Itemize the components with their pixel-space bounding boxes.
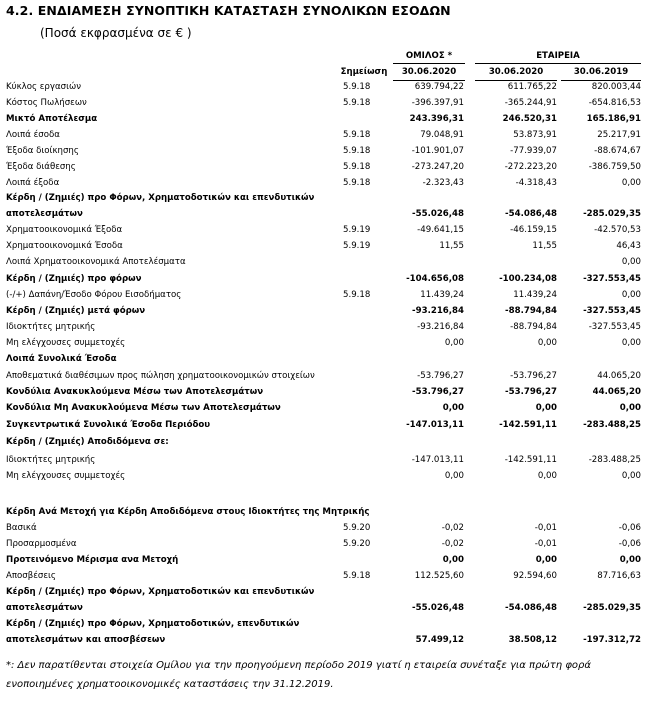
row-label: Βασικά bbox=[6, 523, 37, 533]
row-value-company-2020: 92.594,60 bbox=[513, 571, 557, 581]
row-value-company-2019: -0,06 bbox=[618, 523, 641, 533]
row-value-company-2020: -4.318,43 bbox=[515, 178, 557, 188]
row-label: Μη ελέγχουσες συμμετοχές bbox=[6, 471, 126, 481]
row-value-group-2020: 0,00 bbox=[442, 555, 464, 565]
row-label: (-/+) Δαπάνη/Έσοδο Φόρου Εισοδήματος bbox=[6, 290, 182, 300]
row-label: Συγκεντρωτικά Συνολικά Έσοδα Περιόδου bbox=[6, 420, 211, 430]
row-value-company-2019: 0,00 bbox=[621, 338, 641, 348]
row-label: Λοιπά έξοδα bbox=[6, 178, 60, 188]
row-value-company-2019: 0,00 bbox=[619, 403, 641, 413]
row-label: αποτελεσμάτων και αποσβέσεων bbox=[6, 635, 166, 645]
row-label: Λοιπά έσοδα bbox=[6, 130, 60, 140]
row-label: Κέρδη / (Ζημιές) μετά φόρων bbox=[6, 306, 146, 316]
row-value-group-2020: -0,02 bbox=[441, 523, 464, 533]
row-value-company-2020: -88.794,84 bbox=[505, 306, 557, 316]
row-label: Χρηματοοικονομικά Έσοδα bbox=[6, 241, 123, 251]
header-col3-date: 30.06.2019 bbox=[573, 67, 629, 77]
row-label: Χρηματοοικονομικά Έξοδα bbox=[6, 225, 123, 235]
row-value-group-2020: -273.247,20 bbox=[411, 162, 464, 172]
row-label: αποτελεσμάτων bbox=[6, 603, 83, 613]
header-group: ΟΜΙΛΟΣ * bbox=[405, 51, 453, 61]
row-value-company-2020: -77.939,07 bbox=[510, 146, 557, 156]
row-value-company-2019: -42.570,53 bbox=[594, 225, 641, 235]
row-value-company-2019: 820.003,44 bbox=[591, 82, 641, 92]
header-note: Σημείωση bbox=[340, 67, 388, 77]
row-value-group-2020: -147.013,11 bbox=[406, 420, 464, 430]
row-note: 5.9.18 bbox=[343, 178, 371, 188]
row-note: 5.9.18 bbox=[343, 130, 371, 140]
row-value-group-2020: -396.397,91 bbox=[411, 98, 464, 108]
row-value-company-2020: -53.796,27 bbox=[505, 387, 557, 397]
row-value-group-2020: 57.499,12 bbox=[415, 635, 464, 645]
row-value-company-2020: 53.873,91 bbox=[513, 130, 557, 140]
row-value-group-2020: -55.026,48 bbox=[412, 209, 464, 219]
row-value-company-2020: 11,55 bbox=[532, 241, 557, 251]
row-value-group-2020: 0,00 bbox=[444, 338, 464, 348]
row-value-company-2020: -46.159,15 bbox=[510, 225, 557, 235]
row-value-group-2020: 79.048,91 bbox=[420, 130, 464, 140]
row-value-group-2020: -93.216,84 bbox=[412, 306, 464, 316]
row-label: Μικτό Αποτέλεσμα bbox=[6, 114, 98, 124]
row-value-group-2020: -53.796,27 bbox=[417, 371, 464, 381]
row-value-company-2019: -283.488,25 bbox=[588, 455, 641, 465]
row-value-company-2020: -142.591,11 bbox=[504, 455, 557, 465]
row-value-company-2020: -100.234,08 bbox=[499, 274, 557, 284]
row-value-group-2020: 243.396,31 bbox=[409, 114, 464, 124]
header-col2-date: 30.06.2020 bbox=[488, 67, 544, 77]
row-value-company-2019: -0,06 bbox=[618, 539, 641, 549]
row-value-company-2020: -272.223,20 bbox=[504, 162, 557, 172]
row-note: 5.9.20 bbox=[343, 539, 371, 549]
row-value-company-2019: 25.217,91 bbox=[597, 130, 641, 140]
row-label: Έξοδα διάθεσης bbox=[6, 162, 76, 172]
row-value-company-2019: 165.186,91 bbox=[586, 114, 641, 124]
row-value-company-2020: -365.244,91 bbox=[504, 98, 557, 108]
row-value-company-2019: 0,00 bbox=[621, 290, 641, 300]
section-title: 4.2. ΕΝΔΙΑΜΕΣΗ ΣΥΝΟΠΤΙΚΗ ΚΑΤΑΣΤΑΣΗ ΣΥΝΟΛΙΚΩΝ ΕΣΟΔΩΝ bbox=[6, 3, 451, 18]
row-value-company-2019: 0,00 bbox=[621, 178, 641, 188]
row-value-group-2020: 0,00 bbox=[442, 403, 464, 413]
row-label: Κύκλος εργασιών bbox=[6, 82, 81, 92]
row-value-company-2020: 38.508,12 bbox=[508, 635, 557, 645]
header-col1-date: 30.06.2020 bbox=[401, 67, 457, 77]
row-value-company-2019: 44.065,20 bbox=[597, 371, 641, 381]
row-label: Λοιπά Χρηματοοικονομικά Αποτελέσματα bbox=[6, 257, 186, 267]
row-value-group-2020: 0,00 bbox=[444, 471, 464, 481]
row-value-group-2020: -104.656,08 bbox=[406, 274, 464, 284]
row-value-company-2020: 0,00 bbox=[535, 555, 557, 565]
row-value-company-2019: 0,00 bbox=[621, 471, 641, 481]
row-note: 5.9.18 bbox=[343, 82, 371, 92]
row-label: αποτελεσμάτων bbox=[6, 209, 83, 219]
row-value-company-2019: 0,00 bbox=[619, 555, 641, 565]
row-label: Αποθεματικά διαθέσιμων προς πώληση χρηματοοικονομικών στοιχείων bbox=[6, 371, 315, 381]
row-value-group-2020: -101.901,07 bbox=[411, 146, 464, 156]
row-value-company-2019: 87.716,63 bbox=[597, 571, 641, 581]
header-company: ΕΤΑΙΡΕΙΑ bbox=[536, 51, 580, 61]
row-value-company-2020: 0,00 bbox=[537, 338, 557, 348]
row-value-group-2020: -49.641,15 bbox=[417, 225, 464, 235]
row-label: Έξοδα διοίκησης bbox=[6, 146, 79, 156]
row-value-company-2019: -283.488,25 bbox=[583, 420, 641, 430]
footnote: *: Δεν παρατίθενται στοιχεία Ομίλου για την προηγούμενη περίοδο 2019 γιατί η εταιρεία συνέταξε για πρώτη φορά ενοποιημένες χρηματοοικονομικές καταστάσεις την 31.12.2019. bbox=[6, 660, 591, 690]
row-label: Αποσβέσεις bbox=[6, 571, 56, 581]
row-label: Προσαρμοσμένα bbox=[6, 539, 77, 549]
row-value-group-2020: 11,55 bbox=[439, 241, 464, 251]
row-label: Κέρδη Ανά Μετοχή για Κέρδη Αποδιδόμενα στους Ιδιοκτήτες της Μητρικής bbox=[6, 507, 370, 517]
row-value-group-2020: -0,02 bbox=[441, 539, 464, 549]
row-label: Κονδύλια Ανακυκλούμενα Μέσω των Αποτελεσμάτων bbox=[6, 387, 264, 397]
row-note: 5.9.18 bbox=[343, 98, 371, 108]
currency-note: (Ποσά εκφρασμένα σε € ) bbox=[40, 26, 192, 40]
row-label: Κέρδη / (Ζημιές) προ Φόρων, Χρηματοδοτικών και επενδυτικών bbox=[6, 587, 315, 597]
row-value-company-2020: -0,01 bbox=[534, 539, 557, 549]
row-value-group-2020: -147.013,11 bbox=[411, 455, 464, 465]
row-note: 5.9.18 bbox=[343, 146, 371, 156]
row-value-company-2020: -54.086,48 bbox=[505, 603, 557, 613]
row-value-company-2020: -142.591,11 bbox=[499, 420, 557, 430]
row-label: Ιδιοκτήτες μητρικής bbox=[6, 455, 96, 465]
row-value-company-2020: 0,00 bbox=[537, 471, 557, 481]
row-value-company-2020: 11.439,24 bbox=[513, 290, 557, 300]
row-value-company-2019: -88.674,67 bbox=[594, 146, 641, 156]
row-value-group-2020: 11.439,24 bbox=[420, 290, 464, 300]
row-note: 5.9.18 bbox=[343, 290, 371, 300]
row-value-company-2019: -654.816,53 bbox=[588, 98, 641, 108]
row-value-company-2019: -386.759,50 bbox=[588, 162, 641, 172]
row-value-group-2020: 639.794,22 bbox=[414, 82, 464, 92]
row-value-company-2020: -53.796,27 bbox=[510, 371, 557, 381]
row-note: 5.9.18 bbox=[343, 162, 371, 172]
row-label: Λοιπά Συνολικά Έσοδα bbox=[6, 354, 117, 364]
row-note: 5.9.19 bbox=[343, 241, 371, 251]
row-value-group-2020: -53.796,27 bbox=[412, 387, 464, 397]
row-label: Κέρδη / (Ζημιές) προ Φόρων, Χρηματοδοτικών και επενδυτικών bbox=[6, 193, 315, 203]
row-label: Κόστος Πωλήσεων bbox=[6, 98, 87, 108]
row-value-group-2020: -93.216,84 bbox=[417, 322, 464, 332]
row-value-company-2019: -285.029,35 bbox=[583, 603, 641, 613]
row-value-group-2020: 112.525,60 bbox=[414, 571, 464, 581]
row-value-company-2020: -88.794,84 bbox=[510, 322, 557, 332]
row-value-company-2019: -327.553,45 bbox=[583, 274, 641, 284]
row-value-company-2020: 246.520,31 bbox=[502, 114, 557, 124]
row-value-company-2019: 44.065,20 bbox=[592, 387, 641, 397]
row-label: Κέρδη / (Ζημιές) προ φόρων bbox=[6, 274, 142, 284]
row-label: Κέρδη / (Ζημιές) Αποδιδόμενα σε: bbox=[6, 437, 169, 447]
row-value-company-2019: 0,00 bbox=[621, 257, 641, 267]
row-value-company-2019: -327.553,45 bbox=[583, 306, 641, 316]
row-value-group-2020: -2.323,43 bbox=[422, 178, 464, 188]
row-label: Ιδιοκτήτες μητρικής bbox=[6, 322, 96, 332]
row-value-company-2020: -0,01 bbox=[534, 523, 557, 533]
row-note: 5.9.20 bbox=[343, 523, 371, 533]
row-label: Κέρδη / (Ζημιές) προ Φόρων, Χρηματοδοτικών, επενδυτικών bbox=[6, 619, 300, 629]
row-value-company-2019: -197.312,72 bbox=[583, 635, 641, 645]
row-value-company-2019: -285.029,35 bbox=[583, 209, 641, 219]
row-note: 5.9.18 bbox=[343, 571, 371, 581]
row-label: Μη ελέγχουσες συμμετοχές bbox=[6, 338, 126, 348]
row-value-company-2020: 0,00 bbox=[535, 403, 557, 413]
row-value-group-2020: -55.026,48 bbox=[412, 603, 464, 613]
row-value-company-2019: -327.553,45 bbox=[588, 322, 641, 332]
row-value-company-2020: 611.765,22 bbox=[507, 82, 557, 92]
row-value-company-2019: 46,43 bbox=[616, 241, 641, 251]
row-label: Κονδύλια Μη Ανακυκλούμενα Μέσω των Αποτελεσμάτων bbox=[6, 403, 281, 413]
row-value-company-2020: -54.086,48 bbox=[505, 209, 557, 219]
row-note: 5.9.19 bbox=[343, 225, 371, 235]
row-label: Προτεινόμενο Μέρισμα ανα Μετοχή bbox=[6, 555, 179, 565]
